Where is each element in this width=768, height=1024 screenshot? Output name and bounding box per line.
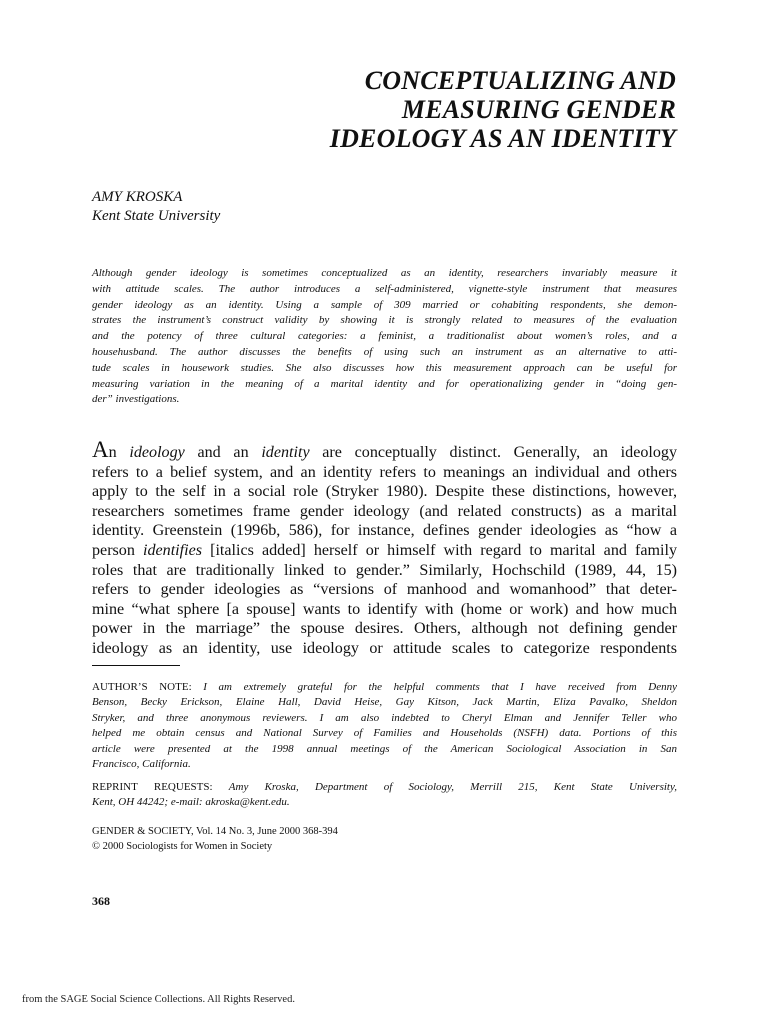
body-paragraph [92,437,678,659]
journal-citation [92,824,338,854]
copyright-line: © 2000 Sociologists for Women in Society [92,841,273,852]
body-line: researchers sometimes frame gender ideology (and related constructs) as a marital [92,502,677,520]
body-text-run: [italics added] herself or himself with regard to marital and family [202,541,678,559]
body-line [92,437,677,463]
article-title [256,66,676,153]
body-line: ideology as an identity, use ideology or attitude scales to categorize respondents [92,639,677,657]
note-line: article were presented at the 1998 annual meetings of the American Sociological Association in San [92,742,677,755]
body-italic-run: ideology [129,444,185,461]
body-line [92,541,677,561]
reprint-line [92,780,677,795]
abstract-line: tude scales in housework studies. She also discusses how this measurement approach can be useful for [92,361,677,374]
reprint-text-run: Amy Kroska, Department of Sociology, Merrill 215, Kent State University, [228,781,677,793]
abstract-line: gender ideology as an identity. Using a sample of 309 married or cohabiting respondents, she demon- [92,298,677,311]
author-affiliation: Kent State University [92,208,221,224]
drop-cap: A [92,437,109,462]
abstract [92,266,677,408]
abstract-line: measuring variation in the meaning of a marital identity and for operationalizing gender in “doing gen- [92,377,677,390]
abstract-line: der” investigations. [92,393,180,406]
title-line-1: CONCEPTUALIZING AND [364,66,676,95]
author-name: AMY KROSKA [92,189,183,205]
body-text-run: and an [184,444,262,461]
abstract-line: househusband. The author discusses the benefits of using such an instrument as an alternative to atti- [92,345,677,358]
note-line: helped me obtain census and National Survey of Families and Households (NSFH) data. Portions of this [92,727,677,740]
body-line: roles that are traditionally linked to gender.” Similarly, Hochschild (1989, 44, 15) [92,561,677,579]
footnote-divider [92,665,180,666]
note-line [92,680,677,695]
body-line: power in the marriage” the spouse desires. Others, although not defining gender [92,620,677,638]
note-text-run: I am extremely grateful for the helpful comments that I have received from Denny [203,681,678,693]
reprint-label: REPRINT REQUESTS: [92,781,229,793]
body-text-run: person [92,541,143,559]
reprint-line: Kent, OH 44242; e-mail: akroska@kent.edu. [92,796,290,809]
author-block [92,188,220,226]
page-footer: from the SAGE Social Science Collections. All Rights Reserved. [22,994,295,1005]
journal-line: GENDER & SOCIETY, Vol. 14 No. 3, June 2000 368-394 [92,826,338,837]
reprint-requests [92,780,677,811]
body-text-run: n [108,444,130,461]
title-line-3: IDEOLOGY AS AN IDENTITY [329,124,676,153]
note-line: Benson, Becky Erickson, Elaine Hall, David Heise, Gay Kitson, Jack Martin, Eliza Pavalko, Sheldon [92,696,677,709]
page-number: 368 [92,894,110,908]
body-line: mine “what sphere [a spouse] wants to identify with (home or work) and how much [92,600,677,618]
note-line: Francisco, California. [92,758,191,771]
body-line: refers to a belief system, and an identity refers to meanings an individual and others [92,463,677,481]
body-line: refers to gender ideologies as “versions of manhood and womanhood” that deter- [92,581,677,599]
authors-note-label: AUTHOR’S NOTE: [92,681,204,693]
abstract-line: with attitude scales. The author introduces a self-administered, vignette-style instrument that measures [92,282,677,295]
body-text-run: are conceptually distinct. Generally, an ideology [309,444,677,461]
body-italic-run: identity [261,444,310,461]
body-line: identity. Greenstein (1996b, 586), for instance, defines gender ideologies as “how a [92,522,677,540]
body-italic-run: identifies [143,541,202,559]
title-line-2: MEASURING GENDER [401,95,676,124]
body-line: apply to the self in a social role (Stryker 1980). Despite these distinctions, however, [92,483,677,501]
abstract-line: strates the instrument’s construct validity by showing it is strongly related to measures of the evaluation [92,314,677,327]
note-line: Stryker, and three anonymous reviewers. I am also indebted to Cheryl Elman and Jennifer Teller who [92,711,677,724]
authors-note [92,680,677,772]
abstract-line: and the potency of three cultural categories: a feminist, a traditionalist about women’s roles, and a [92,330,677,343]
abstract-line: Although gender ideology is sometimes conceptualized as an identity, researchers invariably measure it [92,267,677,279]
